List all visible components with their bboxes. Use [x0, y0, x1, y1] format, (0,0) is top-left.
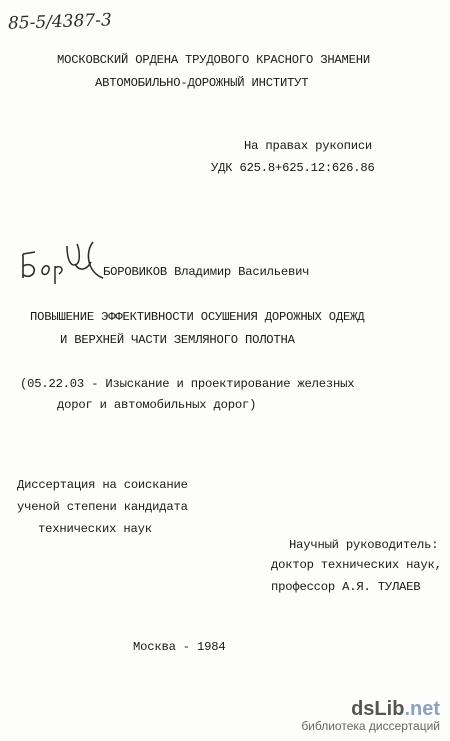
institution-line-2: АВТОМОБИЛЬНО-ДОРОЖНЫЙ ИНСТИТУТ — [95, 76, 309, 90]
handwritten-signature — [15, 238, 110, 288]
watermark-subtitle: библиотека диссертаций — [301, 719, 440, 733]
dissertation-line-2: ученой степени кандидата — [17, 500, 188, 514]
specialty-line-2: дорог и автомобильных дорог) — [57, 398, 257, 412]
specialty-line-1: (05.22.03 - Изыскание и проектирование железных — [20, 377, 355, 391]
udc-code: УДК 625.8+625.12:626.86 — [211, 161, 375, 175]
title-line-1: ПОВЫШЕНИЕ ЭФФЕКТИВНОСТИ ОСУШЕНИЯ ДОРОЖНЫХ ОДЕЖД — [30, 310, 365, 324]
advisor-line-2: доктор технических наук, — [271, 558, 442, 572]
institution-line-1: МОСКОВСКИЙ ОРДЕНА ТРУДОВОГО КРАСНОГО ЗНАМЕНИ — [57, 53, 371, 67]
rights-line: На правах рукописи — [244, 139, 373, 153]
watermark — [301, 698, 440, 733]
title-line-2: И ВЕРХНЕЙ ЧАСТИ ЗЕМЛЯНОГО ПОЛОТНА — [60, 333, 295, 347]
dissertation-line-3: технических наук — [38, 522, 152, 536]
place-year: Москва - 1984 — [133, 640, 226, 654]
dissertation-line-1: Диссертация на соискание — [17, 478, 188, 492]
advisor-line-3: профессор А.Я. ТУЛАЕВ — [271, 580, 421, 594]
advisor-line-1: Научный руководитель: — [289, 538, 439, 552]
archive-number: 85-5/4387-3 — [7, 10, 113, 34]
watermark-logo: dsLib.net — [351, 698, 440, 720]
author-name: БОРОВИКОВ Владимир Васильевич — [103, 265, 310, 279]
